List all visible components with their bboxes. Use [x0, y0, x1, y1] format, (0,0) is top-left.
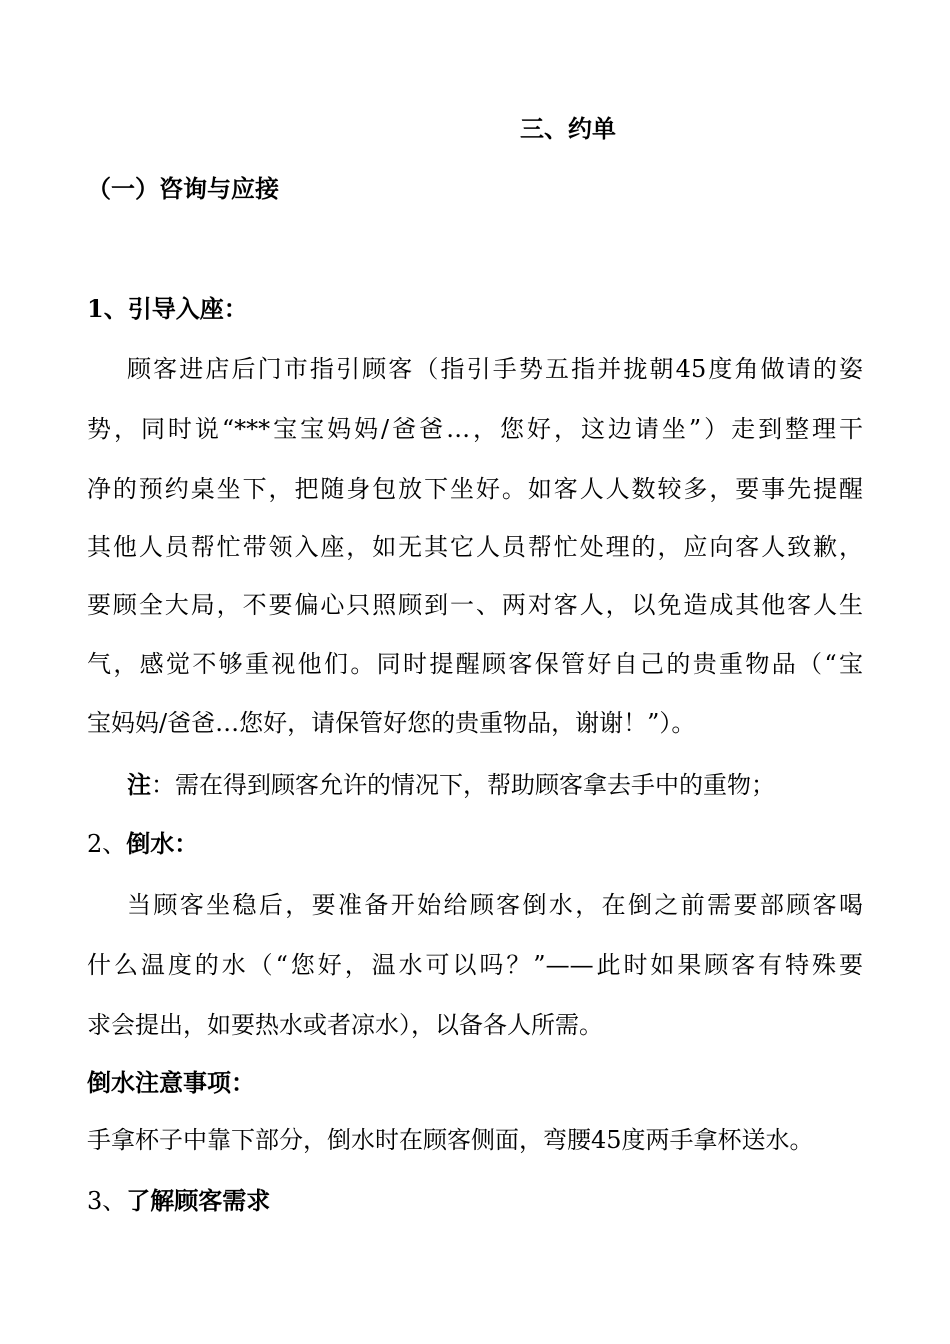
item2-heading — [87, 829, 198, 859]
note-text: ：需在得到顾客允许的情况下，帮助顾客拿去手中的重物； — [151, 771, 775, 799]
item1-paragraph-line: 势，同时说“***宝宝妈妈/爸爸…，您好，这边请坐”）走到整理干 — [87, 415, 863, 443]
item2-paragraph-line: 求会提出，如要热水或者凉水），以备各人所需。 — [87, 1011, 603, 1039]
item2-notes-text: 手拿杯子中靠下部分，倒水时在顾客侧面，弯腰45度两手拿杯送水。 — [87, 1126, 814, 1154]
item3-heading-text: 了解顾客需求 — [126, 1186, 271, 1215]
item2-paragraph-line: 什么温度的水（“您好，温水可以吗？”——此时如果顾客有特殊要 — [87, 951, 863, 979]
item2-notes-heading: 倒水注意事项： — [87, 1068, 255, 1097]
item1-paragraph-line: 顾客进店后门市指引顾客（指引手势五指并拢朝45度角做请的姿 — [127, 355, 863, 383]
subsection-title: （一）咨询与应接 — [87, 174, 279, 203]
item1-heading: 1、引导入座： — [87, 294, 248, 323]
section-title: 三、约单 — [520, 114, 616, 143]
item1-paragraph-line: 气，感觉不够重视他们。同时提醒顾客保管好自己的贵重物品（“宝 — [87, 650, 863, 678]
note-label: 注 — [127, 770, 151, 799]
item1-paragraph-line: 净的预约桌坐下，把随身包放下坐好。如客人人数较多，要事先提醒 — [87, 475, 863, 503]
item1-note — [127, 770, 775, 800]
item3-heading — [87, 1186, 270, 1216]
item2-number: 2、 — [87, 830, 127, 858]
item3-number: 3、 — [87, 1187, 127, 1215]
item1-paragraph-line: 宝妈妈/爸爸…您好，请保管好您的贵重物品，谢谢！”）。 — [87, 709, 696, 737]
item2-heading-text: 倒水： — [126, 829, 199, 858]
item1-paragraph-line: 其他人员帮忙带领入座，如无其它人员帮忙处理的，应向客人致歉， — [87, 533, 863, 561]
item2-paragraph-line: 当顾客坐稳后，要准备开始给顾客倒水，在倒之前需要部顾客喝 — [127, 891, 863, 919]
item1-paragraph-line: 要顾全大局，不要偏心只照顾到一、两对客人，以免造成其他客人生 — [87, 591, 863, 619]
